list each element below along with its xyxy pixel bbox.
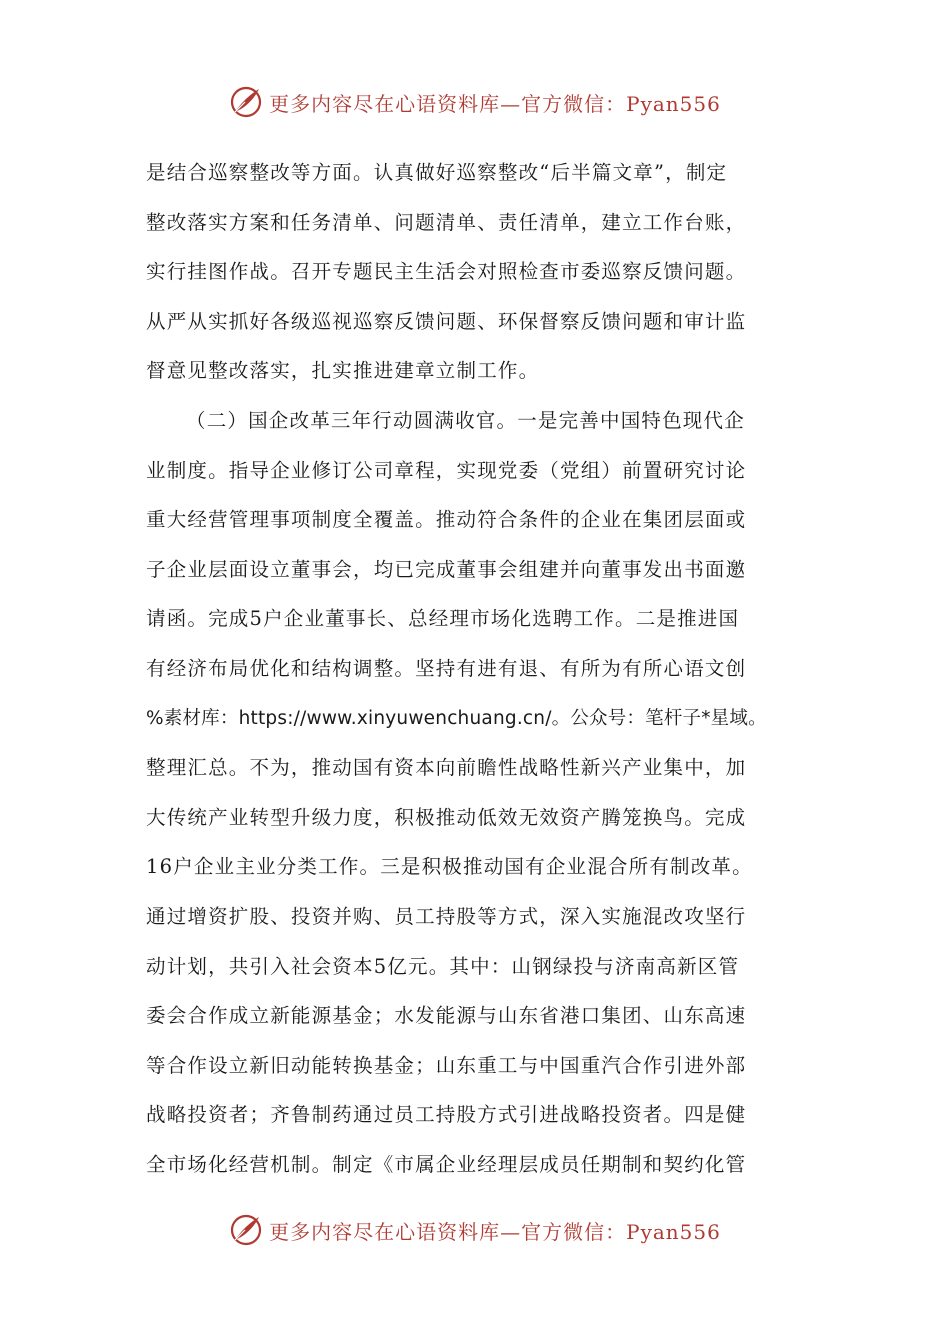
text-line: 子企业层面设立董事会，均已完成董事会组建并向董事发出书面邀 xyxy=(146,557,747,581)
header-banner-text: 更多内容尽在心语资料库—官方微信：Pyan556 xyxy=(269,91,721,116)
footer-banner-text: 更多内容尽在心语资料库—官方微信：Pyan556 xyxy=(269,1219,721,1244)
footer-banner xyxy=(0,1208,950,1252)
text-line: 大传统产业转型升级力度，积极推动低效无效资产腾笼换鸟。完成 xyxy=(146,805,747,829)
text-line: 业制度。指导企业修订公司章程，实现党委（党组）前置研究讨论 xyxy=(146,458,747,482)
text-line: 全市场化经营机制。制定《市属企业经理层成员任期制和契约化管 xyxy=(146,1152,747,1176)
text-line: 请函。完成5户企业董事长、总经理市场化选聘工作。二是推进国 xyxy=(146,607,740,631)
text-line: 有经济布局优化和结构调整。坚持有进有退、有所为有所心语文创 xyxy=(146,656,747,680)
text-line: 督意见整改落实，扎实推进建章立制工作。 xyxy=(146,359,540,383)
section-heading-line: （二）国企改革三年行动圆满收官。一是完善中国特色现代企 xyxy=(186,408,745,432)
quill-pen-logo-icon xyxy=(229,1213,263,1247)
quill-pen-logo-icon xyxy=(229,85,263,119)
document-body xyxy=(146,148,816,1189)
header-banner xyxy=(0,80,950,124)
text-line: 等合作设立新旧动能转换基金；山东重工与中国重汽合作引进外部 xyxy=(146,1053,747,1077)
text-line: 动计划，共引入社会资本5亿元。其中：山钢绿投与济南高新区管 xyxy=(146,954,740,978)
text-line: 委会合作成立新能源基金；水发能源与山东省港口集团、山东高速 xyxy=(146,1004,747,1028)
text-line: 通过增资扩股、投资并购、员工持股等方式，深入实施混改攻坚行 xyxy=(146,904,747,928)
text-line: 整改落实方案和任务清单、问题清单、责任清单，建立工作台账， xyxy=(146,210,747,234)
text-line-url: %素材库：https://www.xinyuwenchuang.cn/。公众号：笔杆子*星域。 xyxy=(146,707,767,729)
text-line: 实行挂图作战。召开专题民主生活会对照检查市委巡察反馈问题。 xyxy=(146,260,747,284)
text-line: 是结合巡察整改等方面。认真做好巡察整改“后半篇文章”，制定 xyxy=(146,161,728,184)
text-line: 战略投资者；齐鲁制药通过员工持股方式引进战略投资者。四是健 xyxy=(146,1103,747,1127)
text-line: 整理汇总。不为，推动国有资本向前瞻性战略性新兴产业集中，加 xyxy=(146,756,747,780)
text-line: 16户企业主业分类工作。三是积极推动国有企业混合所有制改革。 xyxy=(146,855,753,879)
text-line: 重大经营管理事项制度全覆盖。推动符合条件的企业在集团层面或 xyxy=(146,508,747,532)
text-line: 从严从实抓好各级巡视巡察反馈问题、环保督察反馈问题和审计监 xyxy=(146,309,747,333)
